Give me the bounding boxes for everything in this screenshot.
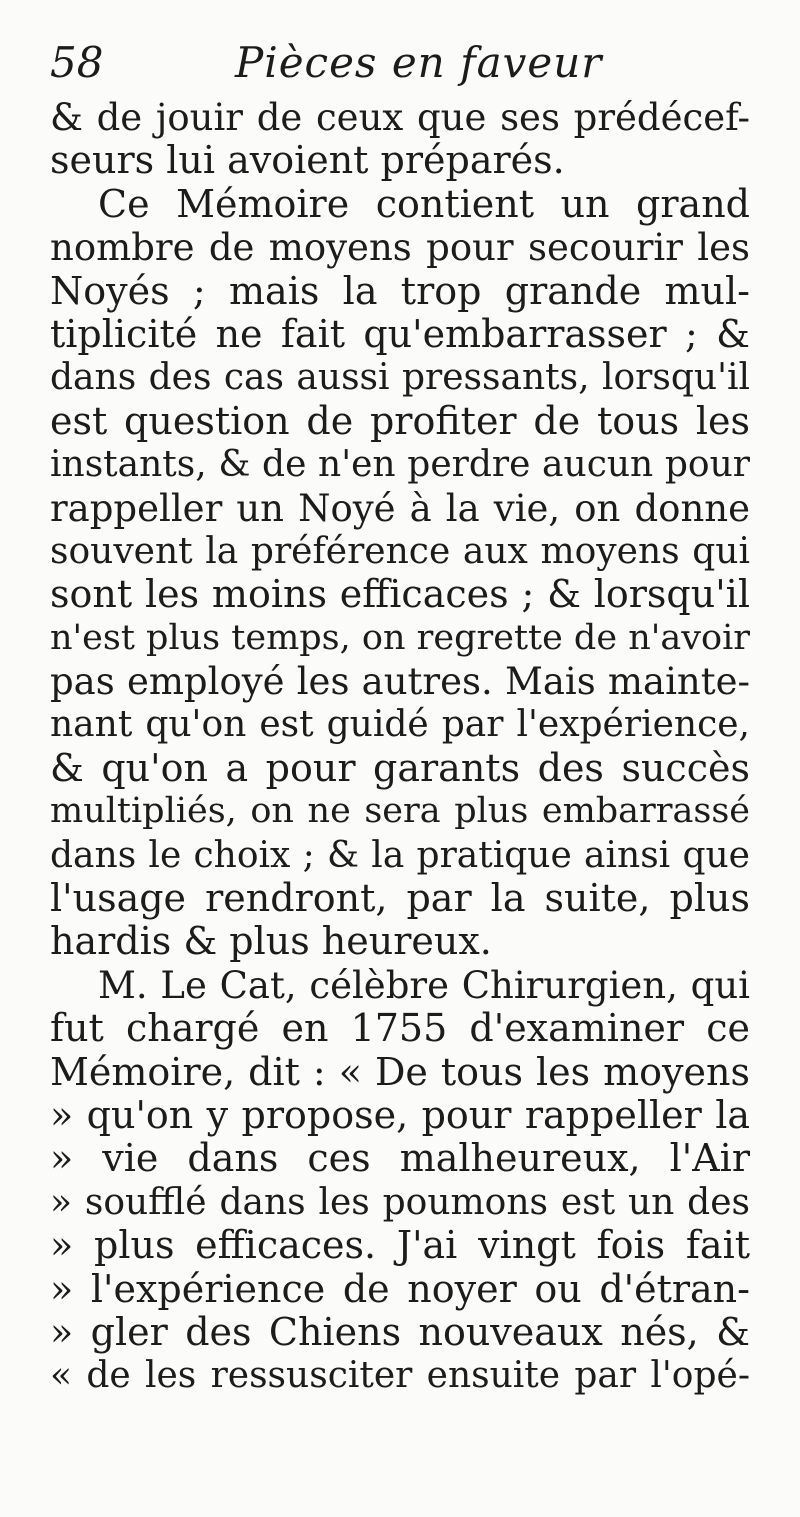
quote-line: » plus efficaces. J'ai vingt fois fait	[50, 1224, 750, 1268]
text-line: Mémoire, dit : « De tous les moyens	[50, 1050, 750, 1094]
text-line: nant qu'on est guidé par l'expérience,	[50, 704, 750, 746]
quote-line: » soufflé dans les poumons est un des	[50, 1181, 750, 1223]
page-number: 58	[50, 38, 104, 87]
text-line: & de jouir de ceux que ses prédécef-	[50, 96, 750, 139]
quote-line: » gler des Chiens nouveaux nés, &	[50, 1310, 750, 1354]
text-line: pas employé les autres. Mais mainte-	[50, 660, 750, 704]
paragraph-start-line: M. Le Cat, célèbre Chirurgien, qui	[98, 963, 750, 1007]
text-line: n'est plus temps, on regrette de n'avoir	[50, 617, 750, 658]
body-text	[50, 96, 750, 1398]
text-line: hardis & plus heureux.	[50, 920, 492, 964]
text-line: & qu'on a pour garants des succès	[50, 746, 750, 790]
paragraph-start-line: Ce Mémoire contient un grand	[98, 182, 750, 226]
text-line: fut chargé en 1755 d'examiner ce	[50, 1007, 750, 1051]
text-line: est question de profiter de tous les	[50, 399, 750, 443]
text-line: rappeller un Noyé à la vie, on donne	[50, 486, 750, 530]
text-line: seurs lui avoient préparés.	[50, 139, 565, 183]
text-line: souvent la préférence aux moyens qui	[50, 530, 750, 572]
text-line: Noyés ; mais la trop grande mul-	[50, 269, 750, 313]
text-line: instants, & de n'en perdre aucun pour	[50, 444, 750, 486]
text-line: tiplicité ne fait qu'embarrasser ; &	[50, 312, 750, 356]
quote-line: » vie dans ces malheureux, l'Air	[50, 1137, 750, 1181]
quote-line: « de les ressusciter ensuite par l'opé-	[50, 1355, 750, 1397]
text-line: l'usage rendront, par la suite, plus	[50, 877, 750, 921]
quote-line: » l'expérience de noyer ou d'étran-	[50, 1267, 750, 1311]
text-line: dans le choix ; & la pratique ainsi que	[50, 834, 750, 876]
running-title: Pièces en faveur	[235, 38, 603, 87]
text-line: nombre de moyens pour secourir les	[50, 226, 750, 270]
page-header	[50, 38, 750, 98]
text-line: multipliés, on ne sera plus embarrassé	[50, 791, 750, 832]
text-line: sont les moins efficaces ; & lorsqu'il	[50, 573, 750, 617]
text-line: dans des cas aussi pressants, lorsqu'il	[50, 357, 750, 399]
quote-line: » qu'on y propose, pour rappeller la	[50, 1093, 750, 1137]
